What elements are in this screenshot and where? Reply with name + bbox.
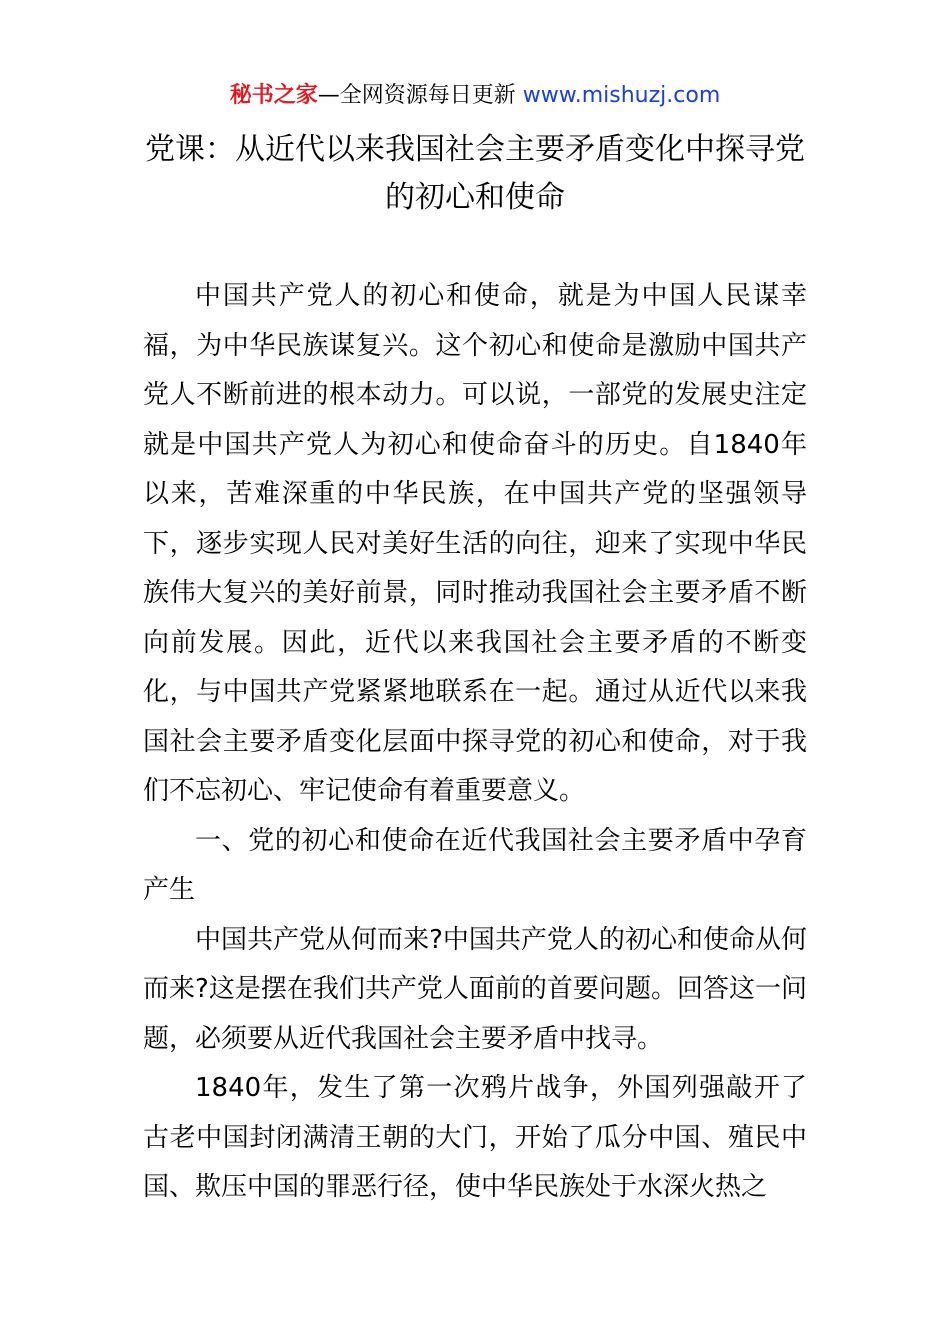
site-header — [0, 80, 950, 112]
site-url-link[interactable]: www.mishuzj.com — [522, 83, 721, 108]
site-tagline: —全网资源每日更新 — [317, 83, 523, 108]
paragraph-1840: 1840年，发生了第一次鸦片战争，外国列强敲开了古老中国封闭满清王朝的大门，开始了瓜分中国、殖民中国、欺压中国的罪恶行径，使中华民族处于水深火热之 — [143, 1073, 807, 1202]
paragraph-origin-question: 中国共产党从何而来?中国共产党人的初心和使命从何而来?这是摆在我们共产党人面前的首要问题。回答这一问题，必须要从近代我国社会主要矛盾中找寻。 — [143, 924, 807, 1054]
document-title: 党课：从近代以来我国社会主要矛盾变化中探寻党的初心和使命 — [145, 132, 805, 215]
brand-name: 秘书之家 — [229, 83, 318, 108]
document-body — [143, 272, 807, 1213]
section-heading-1: 一、党的初心和使命在近代我国社会主要矛盾中孕育产生 — [143, 825, 807, 905]
paragraph-intro: 中国共产党人的初心和使命，就是为中国人民谋幸福，为中华民族谋复兴。这个初心和使命是激励中国共产党人不断前进的根本动力。可以说，一部党的发展史注定就是中国共产党人为初心和使命奋斗的历史。自1840年以来，苦难深重的中华民族，在中国共产党的坚强领导下，逐步实现人民对美好生活的向往，迎来了实现中华民族伟大复兴的美好前景，同时推动我国社会主要矛盾不断向前发展。因此，近代以来我国社会主要矛盾的不断变化，与中国共产党紧紧地联系在一起。通过从近代以来我国社会主要矛盾变化层面中探寻党的初心和使命，对于我们不忘初心、牢记使命有着重要意义。 — [143, 281, 807, 806]
